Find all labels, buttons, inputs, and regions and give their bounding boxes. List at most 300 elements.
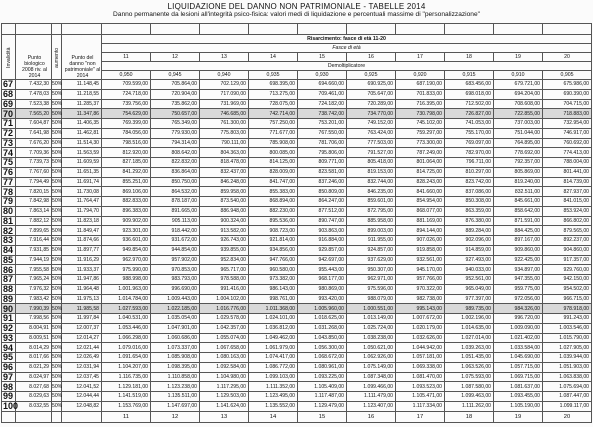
header-blank-cell bbox=[543, 24, 592, 35]
value-cell: 702.129,00 bbox=[200, 80, 249, 90]
value-cell: 966.715,00 bbox=[543, 294, 592, 304]
invalidity-cell: 70 bbox=[2, 109, 16, 119]
value-cell: 1.080.163,00 bbox=[200, 353, 249, 363]
value-cell: 1.129.479,00 bbox=[298, 401, 347, 411]
nonpat-cell: 11.849,47 bbox=[62, 226, 102, 236]
value-cell: 1.051.435,00 bbox=[445, 353, 494, 363]
value-cell: 1.027.014,00 bbox=[445, 333, 494, 343]
value-cell: 687.190,00 bbox=[396, 80, 445, 90]
value-cell: 832.511,00 bbox=[494, 187, 543, 197]
header-blank-cell bbox=[2, 24, 16, 35]
value-cell: 909.902,00 bbox=[102, 216, 151, 226]
increase-cell: 50% bbox=[52, 256, 63, 263]
table-row bbox=[2, 382, 592, 392]
value-cell: 965.717,00 bbox=[200, 265, 249, 275]
value-cell: 868.077,00 bbox=[396, 206, 445, 216]
increase-cell: 50% bbox=[52, 344, 63, 351]
value-cell: 812.920,00 bbox=[102, 148, 151, 158]
value-cell: 970.853,00 bbox=[151, 265, 200, 275]
footer-blank-cell bbox=[62, 411, 102, 422]
value-cell: 1.020.179,00 bbox=[396, 323, 445, 333]
invalidity-cell: 88 bbox=[2, 284, 16, 294]
value-cell: 775.803,00 bbox=[200, 128, 249, 138]
value-cell: 836.864,00 bbox=[151, 167, 200, 177]
value-cell: 871.591,00 bbox=[494, 216, 543, 226]
increase-cell: 50% bbox=[52, 149, 63, 156]
value-cell: 996.690,00 bbox=[151, 284, 200, 294]
value-cell: 952.834,00 bbox=[200, 255, 249, 265]
value-cell: 1.002.196,00 bbox=[445, 314, 494, 324]
value-cell: 1.056.300,00 bbox=[298, 343, 347, 353]
value-cell: 884.425,00 bbox=[494, 226, 543, 236]
nonpat-cell: 12.007,37 bbox=[62, 323, 102, 333]
increase-cell: 50% bbox=[52, 227, 63, 234]
coefficient-value: 0,925 bbox=[347, 71, 396, 80]
value-cell: 1.044.942,00 bbox=[396, 343, 445, 353]
value-cell: 814.739,00 bbox=[543, 177, 592, 187]
value-cell: 690.925,00 bbox=[347, 80, 396, 90]
nonpat-cell: 11.285,37 bbox=[62, 99, 102, 109]
value-cell: 1.111.352,00 bbox=[249, 382, 298, 392]
nonpat-cell: 12.041,52 bbox=[62, 382, 102, 392]
table-row bbox=[2, 333, 592, 343]
value-cell: 841.292,00 bbox=[102, 167, 151, 177]
value-cell: 698.018,00 bbox=[445, 89, 494, 99]
value-cell: 962.970,00 bbox=[102, 255, 151, 265]
increase-label: aumento bbox=[52, 35, 62, 80]
value-cell: 801.064,00 bbox=[396, 158, 445, 168]
footer-age: 11 bbox=[102, 411, 151, 422]
nonpat-cell: 11.406,35 bbox=[62, 119, 102, 129]
invalidity-cell: 78 bbox=[2, 187, 16, 197]
increase-cell: 50% bbox=[52, 159, 63, 166]
point-cell: 7.820,15 bbox=[16, 187, 52, 197]
title-block bbox=[0, 2, 593, 19]
value-cell: 1.069.338,00 bbox=[396, 362, 445, 372]
point-cell: 7.976,32 bbox=[16, 284, 52, 294]
invalidity-cell: 93 bbox=[2, 333, 16, 343]
value-cell: 1.009.090,00 bbox=[494, 323, 543, 333]
value-cell: 959.775,00 bbox=[494, 284, 543, 294]
value-cell: 914.859,00 bbox=[445, 245, 494, 255]
invalidity-cell: 96 bbox=[2, 362, 16, 372]
value-cell: 1.009.443,00 bbox=[151, 294, 200, 304]
value-cell: 741.053,00 bbox=[445, 119, 494, 129]
point-cell: 7.478,03 bbox=[16, 89, 52, 99]
age-header: 16 bbox=[347, 53, 396, 62]
value-cell: 1.099.466,00 bbox=[347, 382, 396, 392]
value-cell: 1.068.672,00 bbox=[298, 353, 347, 363]
increase-cell: 50% bbox=[52, 198, 63, 205]
coefficient-value: 0,915 bbox=[445, 71, 494, 80]
table-row bbox=[2, 372, 592, 382]
header-blank-cell bbox=[62, 24, 102, 35]
value-cell: 1.098.395,00 bbox=[151, 362, 200, 372]
point-cell: 7.998,56 bbox=[16, 314, 52, 324]
value-cell: 854.954,00 bbox=[396, 197, 445, 207]
age-header: 14 bbox=[249, 53, 298, 62]
value-cell: 724.182,00 bbox=[298, 99, 347, 109]
value-cell: 1.053.446,00 bbox=[102, 323, 151, 333]
value-cell: 858.642,00 bbox=[494, 206, 543, 216]
point-cell: 8.004,91 bbox=[16, 323, 52, 333]
footer-age: 17 bbox=[396, 411, 445, 422]
invalidity-cell: 83 bbox=[2, 236, 16, 246]
value-cell: 913.582,00 bbox=[200, 226, 249, 236]
value-cell: 732.954,00 bbox=[543, 119, 592, 129]
header-blank-cell bbox=[494, 24, 543, 35]
value-cell: 819.240,00 bbox=[494, 177, 543, 187]
increase-cell: 50% bbox=[52, 217, 63, 224]
value-cell: 1.074.417,00 bbox=[249, 353, 298, 363]
nonpat-cell: 11.947,86 bbox=[62, 275, 102, 285]
value-cell: 827.185,00 bbox=[102, 158, 151, 168]
nonpat-cell: 12.044,44 bbox=[62, 392, 102, 402]
value-cell: 759.297,00 bbox=[396, 128, 445, 138]
value-cell: 850.809,00 bbox=[298, 187, 347, 197]
value-cell: 1.087.447,00 bbox=[543, 392, 592, 402]
invalidity-cell: 87 bbox=[2, 275, 16, 285]
invalidity-cell: 86 bbox=[2, 265, 16, 275]
value-cell: 734.770,00 bbox=[347, 109, 396, 119]
value-cell: 1.021.402,00 bbox=[494, 333, 543, 343]
nonpat-cell: 11.897,77 bbox=[62, 245, 102, 255]
value-cell: 713.275,00 bbox=[249, 89, 298, 99]
value-cell: 993.420,00 bbox=[298, 294, 347, 304]
footer-age: 20 bbox=[543, 411, 592, 422]
table-row bbox=[2, 353, 592, 363]
value-cell: 881.169,00 bbox=[396, 216, 445, 226]
value-cell: 1.081.637,00 bbox=[494, 382, 543, 392]
point-cell: 8.017,66 bbox=[16, 353, 52, 363]
invalidity-cell: 80 bbox=[2, 206, 16, 216]
increase-cell: 50% bbox=[52, 130, 63, 137]
value-cell: 745.102,00 bbox=[396, 119, 445, 129]
value-cell: 934.856,00 bbox=[249, 245, 298, 255]
table-row bbox=[2, 99, 592, 109]
value-cell: 846.248,00 bbox=[200, 177, 249, 187]
table-row bbox=[2, 323, 592, 333]
invalidity-cell: 76 bbox=[2, 167, 16, 177]
invalidity-label: Invalidità bbox=[2, 35, 16, 80]
table-row bbox=[2, 158, 592, 168]
point-cell: 7.767,60 bbox=[16, 167, 52, 177]
value-cell: 846.235,00 bbox=[347, 187, 396, 197]
table-row bbox=[2, 392, 592, 402]
table-row bbox=[2, 245, 592, 255]
value-cell: 932.561,00 bbox=[396, 255, 445, 265]
value-cell: 850.750,00 bbox=[151, 177, 200, 187]
age-header: 18 bbox=[445, 53, 494, 62]
point-cell: 8.009,51 bbox=[16, 333, 52, 343]
increase-cell: 50% bbox=[52, 247, 63, 254]
point-cell: 8.027,68 bbox=[16, 382, 52, 392]
value-cell: 828.243,00 bbox=[396, 177, 445, 187]
invalidity-cell: 99 bbox=[2, 392, 16, 402]
value-cell: 1.087.580,00 bbox=[445, 382, 494, 392]
value-cell: 919.858,00 bbox=[396, 245, 445, 255]
coefficient-value: 0,905 bbox=[543, 71, 592, 80]
increase-cell: 50% bbox=[52, 373, 63, 380]
value-cell: 866.802,00 bbox=[543, 216, 592, 226]
value-cell: 895.536,00 bbox=[249, 216, 298, 226]
value-cell: 1.032.626,00 bbox=[396, 333, 445, 343]
table-row bbox=[2, 197, 592, 207]
value-cell: 782.970,00 bbox=[445, 148, 494, 158]
point-cell: 7.565,20 bbox=[16, 109, 52, 119]
value-cell: 850.308,00 bbox=[445, 197, 494, 207]
value-cell: 1.018.625,00 bbox=[298, 314, 347, 324]
value-cell: 1.069.715,00 bbox=[494, 372, 543, 382]
invalidity-cell: 89 bbox=[2, 294, 16, 304]
value-cell: 1.111.479,00 bbox=[347, 392, 396, 402]
value-cell: 728.075,00 bbox=[249, 99, 298, 109]
nonpat-cell: 11.462,81 bbox=[62, 128, 102, 138]
invalidity-cell: 71 bbox=[2, 119, 16, 129]
value-cell: 717.090,00 bbox=[200, 89, 249, 99]
value-cell: 1.011.368,00 bbox=[249, 304, 298, 314]
nonpat-cell: 11.933,37 bbox=[62, 265, 102, 275]
value-cell: 841.015,00 bbox=[543, 197, 592, 207]
point-cell: 8.032,55 bbox=[16, 401, 52, 411]
value-cell: 864.247,00 bbox=[298, 197, 347, 207]
value-cell: 1.087.348,00 bbox=[347, 372, 396, 382]
value-cell: 750.657,00 bbox=[151, 109, 200, 119]
value-cell: 755.170,00 bbox=[445, 128, 494, 138]
value-cell: 890.747,00 bbox=[298, 216, 347, 226]
increase-cell: 50% bbox=[52, 237, 63, 244]
table-row bbox=[2, 119, 592, 129]
invalidity-cell: 75 bbox=[2, 158, 16, 168]
value-cell: 957.766,00 bbox=[396, 275, 445, 285]
value-cell: 1.057.715,00 bbox=[494, 362, 543, 372]
value-cell: 832.437,00 bbox=[200, 167, 249, 177]
coefficient-value: 0,950 bbox=[102, 71, 151, 80]
value-cell: 1.093.455,00 bbox=[494, 392, 543, 402]
nonpat-cell: 11.691,74 bbox=[62, 177, 102, 187]
table-row bbox=[2, 314, 592, 324]
value-cell: 936.601,00 bbox=[102, 236, 151, 246]
value-cell: 968.177,00 bbox=[298, 275, 347, 285]
value-cell: 942.697,00 bbox=[298, 255, 347, 265]
value-cell: 788.004,00 bbox=[543, 158, 592, 168]
value-cell: 841.660,00 bbox=[396, 187, 445, 197]
value-cell: 712.502,00 bbox=[445, 99, 494, 109]
value-cell: 718.883,00 bbox=[543, 109, 592, 119]
footer-age: 13 bbox=[200, 411, 249, 422]
increase-cell: 50% bbox=[52, 393, 63, 400]
value-cell: 889.284,00 bbox=[445, 226, 494, 236]
value-cell: 929.857,00 bbox=[298, 245, 347, 255]
value-cell: 1.123.238,00 bbox=[151, 382, 200, 392]
point-cell: 7.794,49 bbox=[16, 177, 52, 187]
point-cell: 7.739,73 bbox=[16, 158, 52, 168]
coefficient-value: 0,910 bbox=[494, 71, 543, 80]
increase-cell: 50% bbox=[52, 325, 63, 332]
value-cell: 934.897,00 bbox=[494, 265, 543, 275]
value-cell: 1.079.016,00 bbox=[102, 343, 151, 353]
footer-age: 15 bbox=[298, 411, 347, 422]
value-cell: 827.937,00 bbox=[543, 187, 592, 197]
table-row bbox=[2, 343, 592, 353]
value-cell: 924.857,00 bbox=[347, 245, 396, 255]
value-cell: 900.324,00 bbox=[200, 216, 249, 226]
value-cell: 701.833,00 bbox=[396, 89, 445, 99]
value-cell: 1.061.979,00 bbox=[249, 343, 298, 353]
value-cell: 942.150,00 bbox=[543, 275, 592, 285]
table-row bbox=[2, 167, 592, 177]
value-cell: 1.045.690,00 bbox=[494, 353, 543, 363]
value-cell: 832.744,00 bbox=[347, 177, 396, 187]
value-cell: 907.026,00 bbox=[396, 236, 445, 246]
value-cell: 1.073.337,00 bbox=[151, 343, 200, 353]
value-cell: 991.416,00 bbox=[200, 284, 249, 294]
invalidity-cell: 74 bbox=[2, 148, 16, 158]
value-cell: 903.863,00 bbox=[298, 226, 347, 236]
value-cell: 869.106,00 bbox=[102, 187, 151, 197]
value-cell: 845.661,00 bbox=[494, 197, 543, 207]
value-cell: 823.742,00 bbox=[445, 177, 494, 187]
table-row bbox=[2, 236, 592, 246]
value-cell: 904.860,00 bbox=[543, 245, 592, 255]
value-cell: 1.141.624,00 bbox=[200, 401, 249, 411]
value-cell: 897.167,00 bbox=[494, 236, 543, 246]
point-cell: 7.523,38 bbox=[16, 99, 52, 109]
value-cell: 982.738,00 bbox=[396, 294, 445, 304]
value-cell: 872.795,00 bbox=[347, 206, 396, 216]
point-cell: 8.024,97 bbox=[16, 372, 52, 382]
value-cell: 864.532,00 bbox=[151, 187, 200, 197]
value-cell: 921.814,00 bbox=[249, 236, 298, 246]
point-label: Punto biologico 2008 riv. al 2014 bbox=[16, 35, 52, 80]
invalidity-cell: 79 bbox=[2, 197, 16, 207]
increase-cell: 50% bbox=[52, 315, 63, 322]
value-cell: 1.117.295,00 bbox=[200, 382, 249, 392]
value-cell: 828.009,00 bbox=[249, 167, 298, 177]
increase-cell: 50% bbox=[52, 305, 63, 312]
value-cell: 837.246,00 bbox=[298, 177, 347, 187]
nonpat-cell: 11.563,59 bbox=[62, 148, 102, 158]
age-header: 11 bbox=[102, 53, 151, 62]
value-cell: 1.063.526,00 bbox=[445, 362, 494, 372]
value-cell: 690.390,00 bbox=[543, 89, 592, 99]
invalidity-cell: 97 bbox=[2, 372, 16, 382]
increase-cell: 50% bbox=[52, 81, 63, 88]
value-cell: 1.040.531,00 bbox=[102, 314, 151, 324]
age-header: 20 bbox=[543, 53, 592, 62]
footer-blank-cell bbox=[16, 411, 52, 422]
value-cell: 937.629,00 bbox=[347, 255, 396, 265]
value-cell: 944.854,00 bbox=[151, 245, 200, 255]
value-cell: 781.706,00 bbox=[298, 138, 347, 148]
value-cell: 998.761,00 bbox=[249, 294, 298, 304]
value-cell: 742.714,00 bbox=[249, 109, 298, 119]
increase-cell: 50% bbox=[52, 139, 63, 146]
value-cell: 694.204,00 bbox=[494, 89, 543, 99]
point-cell: 7.955,58 bbox=[16, 265, 52, 275]
value-cell: 918.442,00 bbox=[151, 226, 200, 236]
value-cell: 1.085.908,00 bbox=[151, 353, 200, 363]
value-cell: 709.599,00 bbox=[102, 80, 151, 90]
nonpat-cell: 11.874,66 bbox=[62, 236, 102, 246]
value-cell: 1.117.487,00 bbox=[298, 392, 347, 402]
nonpat-cell: 11.794,70 bbox=[62, 206, 102, 216]
table-row bbox=[2, 362, 592, 372]
value-cell: 800.085,00 bbox=[249, 148, 298, 158]
point-cell: 7.990,39 bbox=[16, 304, 52, 314]
nonpat-cell: 12.037,45 bbox=[62, 372, 102, 382]
value-cell: 683.456,00 bbox=[445, 80, 494, 90]
value-cell: 1.086.772,00 bbox=[249, 362, 298, 372]
value-cell: 877.512,00 bbox=[298, 206, 347, 216]
footer-age: 14 bbox=[249, 411, 298, 422]
value-cell: 896.383,00 bbox=[102, 206, 151, 216]
table-row bbox=[2, 177, 592, 187]
point-cell: 7.604,87 bbox=[16, 119, 52, 129]
value-cell: 694.660,00 bbox=[298, 80, 347, 90]
value-cell: 767.550,00 bbox=[298, 128, 347, 138]
point-cell: 8.014,29 bbox=[16, 343, 52, 353]
footer-age: 12 bbox=[151, 411, 200, 422]
value-cell: 1.027.593,00 bbox=[102, 304, 151, 314]
nonpat-cell: 11.218,55 bbox=[62, 89, 102, 99]
value-cell: 995.143,00 bbox=[396, 304, 445, 314]
value-cell: 1.036.812,00 bbox=[249, 323, 298, 333]
value-cell: 1.110.858,00 bbox=[151, 372, 200, 382]
header-blank-cell bbox=[102, 24, 151, 35]
point-cell: 8.021,29 bbox=[16, 362, 52, 372]
increase-cell: 50% bbox=[52, 295, 63, 302]
value-cell: 739.756,00 bbox=[102, 99, 151, 109]
value-cell: 1.000.551,00 bbox=[347, 304, 396, 314]
value-cell: 794.314,00 bbox=[151, 138, 200, 148]
value-cell: 1.105.409,00 bbox=[298, 382, 347, 392]
value-cell: 931.672,00 bbox=[151, 236, 200, 246]
value-cell: 1.129.503,00 bbox=[200, 392, 249, 402]
point-cell: 7.916,44 bbox=[16, 236, 52, 246]
value-cell: 738.742,00 bbox=[298, 109, 347, 119]
value-cell: 855.251,00 bbox=[102, 177, 151, 187]
nonpat-cell: 11.148,45 bbox=[62, 80, 102, 90]
table-row bbox=[2, 265, 592, 275]
value-cell: 940.033,00 bbox=[445, 265, 494, 275]
header-blank-cell bbox=[52, 24, 62, 35]
increase-cell: 50% bbox=[52, 100, 63, 107]
value-cell: 957.902,00 bbox=[151, 255, 200, 265]
value-cell: 761.300,00 bbox=[200, 119, 249, 129]
value-cell: 911.955,00 bbox=[347, 236, 396, 246]
value-cell: 1.001.963,00 bbox=[102, 284, 151, 294]
nonpat-cell: 11.609,59 bbox=[62, 158, 102, 168]
value-cell: 1.042.357,00 bbox=[200, 323, 249, 333]
value-cell: 909.860,00 bbox=[494, 245, 543, 255]
header-blank-cell bbox=[151, 24, 200, 35]
invalidity-cell: 91 bbox=[2, 314, 16, 324]
value-cell: 708.608,00 bbox=[494, 99, 543, 109]
nonpat-cell: 11.916,29 bbox=[62, 255, 102, 265]
page-title: LIQUIDAZIONE DEL DANNO NON PATRIMONIALE - TABELLE 2014 bbox=[167, 2, 426, 11]
table-row bbox=[2, 226, 592, 236]
value-cell: 805.418,00 bbox=[347, 158, 396, 168]
age-header: 17 bbox=[396, 53, 445, 62]
coefficient-label: Demoltiplicatore bbox=[102, 62, 592, 71]
value-cell: 735.862,00 bbox=[151, 99, 200, 109]
value-cell: 737.003,00 bbox=[494, 119, 543, 129]
value-cell: 975.596,00 bbox=[347, 284, 396, 294]
value-cell: 1.129.181,00 bbox=[102, 382, 151, 392]
value-cell: 1.038.238,00 bbox=[347, 333, 396, 343]
increase-cell: 50% bbox=[52, 266, 63, 273]
